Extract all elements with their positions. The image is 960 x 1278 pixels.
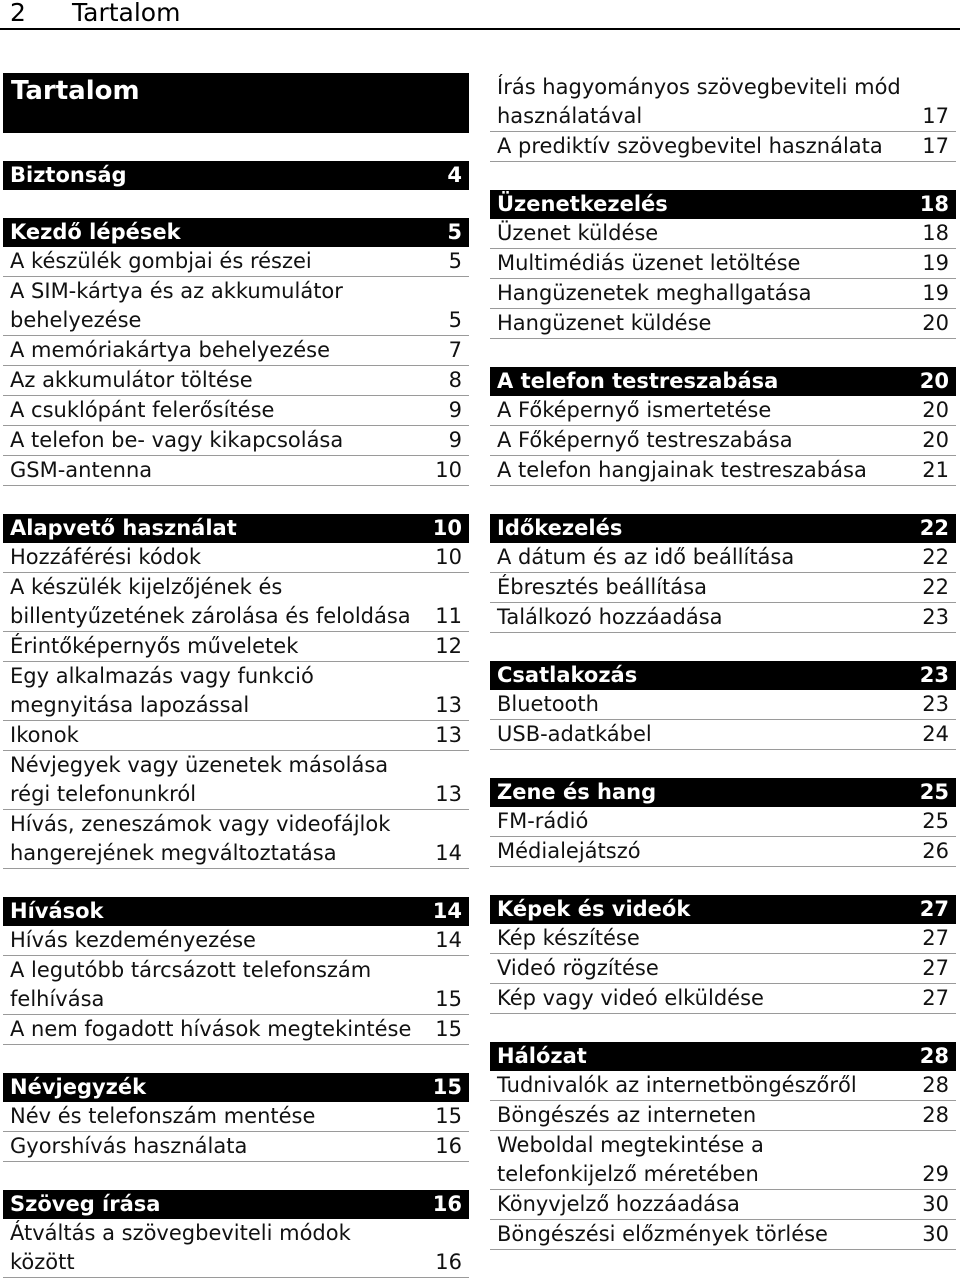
entry-title: A készülék gombjai és részei: [10, 249, 312, 273]
toc-entry[interactable]: [3, 1102, 469, 1132]
entry-page-number: 28: [922, 1103, 949, 1127]
entry-title: A prediktív szövegbevitel használata: [497, 134, 883, 158]
section-page-number: 5: [447, 220, 462, 244]
entry-page-number: 18: [922, 221, 949, 245]
entry-title-line: megnyitása lapozással: [10, 693, 250, 717]
entry-page-number: 28: [922, 1073, 949, 1097]
toc-section: [490, 778, 956, 867]
entry-title: Név és telefonszám mentése: [10, 1104, 316, 1128]
toc-entry[interactable]: [3, 366, 469, 396]
entry-title: [10, 277, 441, 335]
toc-entry[interactable]: [3, 247, 469, 277]
toc-entry[interactable]: [3, 573, 469, 632]
toc-section-heading[interactable]: [490, 367, 956, 396]
entry-page-number: 23: [922, 692, 949, 716]
entry-title: Videó rögzítése: [497, 956, 659, 980]
entry-page-number: 7: [448, 338, 462, 362]
entry-title: [10, 751, 427, 809]
section-title: Üzenetkezelés: [497, 192, 668, 216]
entry-title: A telefon hangjainak testreszabása: [497, 458, 867, 482]
section-page-number: 15: [432, 1075, 462, 1099]
entry-title: Bluetooth: [497, 692, 599, 716]
entry-page-number: 13: [435, 723, 462, 747]
entry-page-number: 23: [922, 605, 949, 629]
toc-section-heading[interactable]: [3, 514, 469, 543]
toc-main-title: Tartalom: [3, 73, 469, 133]
entry-title-line: régi telefonunkról: [10, 782, 197, 806]
page-number: 2: [10, 0, 26, 27]
toc-entry[interactable]: [3, 926, 469, 956]
entry-title: [10, 662, 427, 720]
entry-page-number: 14: [435, 928, 462, 952]
entry-title-line: A SIM-kártya és az akkumulátor: [10, 279, 343, 303]
section-page-number: 14: [432, 899, 462, 923]
entry-title-line: Hívás, zeneszámok vagy videofájlok: [10, 812, 391, 836]
section-page-number: 25: [919, 780, 949, 804]
entry-title-line: A legutóbb tárcsázott telefonszám: [10, 958, 372, 982]
entry-page-number: 29: [922, 1162, 949, 1186]
section-page-number: 10: [432, 516, 462, 540]
entry-page-number: 20: [922, 428, 949, 452]
entry-page-number: 19: [922, 281, 949, 305]
toc-section: [3, 1190, 469, 1278]
section-title: Hálózat: [497, 1044, 587, 1068]
entry-title: [10, 1219, 427, 1277]
toc-right-column: [490, 73, 956, 1250]
section-title: Képek és videók: [497, 897, 691, 921]
toc-entry[interactable]: [490, 1101, 956, 1131]
entry-title: Tudnivalók az internetböngészőről: [497, 1073, 857, 1097]
toc-entry[interactable]: [490, 837, 956, 867]
toc-section-heading[interactable]: [3, 897, 469, 926]
toc-entry[interactable]: [3, 751, 469, 810]
entry-title-line: billentyűzetének zárolása és feloldása: [10, 604, 411, 628]
entry-page-number: 17: [922, 134, 949, 158]
section-page-number: 23: [919, 663, 949, 687]
toc-entry[interactable]: [490, 1131, 956, 1190]
entry-title: Kép vagy videó elküldése: [497, 986, 764, 1010]
section-title: Biztonság: [10, 163, 127, 187]
toc-entry[interactable]: [490, 456, 956, 486]
entry-page-number: 15: [435, 1104, 462, 1128]
toc-entry[interactable]: [490, 954, 956, 984]
entry-page-number: 15: [435, 987, 462, 1011]
toc-entry[interactable]: [3, 956, 469, 1015]
entry-page-number: 19: [922, 251, 949, 275]
entry-page-number: 16: [435, 1250, 462, 1274]
section-title: Időkezelés: [497, 516, 623, 540]
section-title: Hívások: [10, 899, 104, 923]
section-page-number: 16: [432, 1192, 462, 1216]
entry-page-number: 5: [448, 249, 462, 273]
toc-entry[interactable]: [3, 543, 469, 573]
entry-page-number: 25: [922, 809, 949, 833]
entry-title: Hívás kezdeményezése: [10, 928, 256, 952]
toc-section: [490, 367, 956, 486]
entry-title-line: használatával: [497, 104, 643, 128]
entry-title: Gyorshívás használata: [10, 1134, 248, 1158]
toc-entry[interactable]: [490, 1220, 956, 1250]
entry-title: Böngészési előzmények törlése: [497, 1222, 828, 1246]
toc-entry[interactable]: [490, 603, 956, 633]
toc-section: [3, 161, 469, 190]
toc-entry[interactable]: [3, 721, 469, 751]
entry-title: Találkozó hozzáadása: [497, 605, 723, 629]
section-page-number: 28: [919, 1044, 949, 1068]
entry-page-number: 21: [922, 458, 949, 482]
toc-entry[interactable]: [490, 73, 956, 132]
entry-title-line: telefonkijelző méretében: [497, 1162, 759, 1186]
section-page-number: 4: [447, 163, 462, 187]
entry-title: FM-rádió: [497, 809, 589, 833]
entry-title: Hangüzenetek meghallgatása: [497, 281, 812, 305]
toc-section-heading[interactable]: [490, 514, 956, 543]
entry-title-line: Egy alkalmazás vagy funkció: [10, 664, 314, 688]
entry-title: Médialejátszó: [497, 839, 641, 863]
entry-title-line: között: [10, 1250, 75, 1274]
toc-entry[interactable]: [3, 662, 469, 721]
toc-section: [3, 1073, 469, 1162]
entry-page-number: 22: [922, 575, 949, 599]
entry-title: Az akkumulátor töltése: [10, 368, 253, 392]
entry-title: GSM-antenna: [10, 458, 153, 482]
toc-entry[interactable]: [490, 573, 956, 603]
toc-section: [490, 661, 956, 750]
section-page-number: 18: [919, 192, 949, 216]
entry-title: Böngészés az interneten: [497, 1103, 757, 1127]
toc-section-heading[interactable]: [3, 1190, 469, 1219]
toc-entry[interactable]: [490, 249, 956, 279]
toc-entry[interactable]: [3, 336, 469, 366]
toc-entry[interactable]: [490, 720, 956, 750]
toc-section-heading[interactable]: [3, 218, 469, 247]
entry-title: Hangüzenet küldése: [497, 311, 712, 335]
entry-title-line: behelyezése: [10, 308, 142, 332]
entry-title: Érintőképernyős műveletek: [10, 634, 299, 658]
section-title: Szöveg írása: [10, 1192, 161, 1216]
entry-title: A memóriakártya behelyezése: [10, 338, 331, 362]
entry-title: A dátum és az idő beállítása: [497, 545, 795, 569]
entry-page-number: 27: [922, 926, 949, 950]
toc-entry[interactable]: [3, 426, 469, 456]
entry-title: A csuklópánt felerősítése: [10, 398, 275, 422]
entry-title-line: A készülék kijelzőjének és: [10, 575, 283, 599]
toc-section: [3, 514, 469, 869]
entry-page-number: 22: [922, 545, 949, 569]
entry-page-number: 15: [435, 1017, 462, 1041]
section-title: Zene és hang: [497, 780, 657, 804]
toc-section-heading[interactable]: [490, 1042, 956, 1071]
entry-page-number: 11: [435, 604, 462, 628]
toc-section-heading[interactable]: [490, 895, 956, 924]
toc-entry[interactable]: [490, 984, 956, 1014]
toc-entry[interactable]: [490, 690, 956, 720]
toc-section-heading[interactable]: [490, 661, 956, 690]
toc-section: [490, 895, 956, 1014]
entry-title-line: hangerejének megváltoztatása: [10, 841, 337, 865]
toc-entry[interactable]: [490, 279, 956, 309]
toc-entry[interactable]: [490, 132, 956, 162]
entry-page-number: 9: [448, 398, 462, 422]
entry-page-number: 5: [448, 308, 462, 332]
entry-page-number: 20: [922, 398, 949, 422]
entry-title-line: Weboldal megtekintése a: [497, 1133, 764, 1157]
toc-section-heading[interactable]: [3, 1073, 469, 1102]
toc-entry[interactable]: [490, 396, 956, 426]
entry-page-number: 30: [922, 1192, 949, 1216]
entry-page-number: 10: [435, 458, 462, 482]
entry-title: Könyvjelző hozzáadása: [497, 1192, 740, 1216]
section-page-number: 27: [919, 897, 949, 921]
entry-title-line: Átváltás a szövegbeviteli módok: [10, 1221, 351, 1245]
entry-page-number: 17: [922, 104, 949, 128]
entry-title: A Főképernyő ismertetése: [497, 398, 772, 422]
entry-title: [10, 956, 427, 1014]
entry-title: Üzenet küldése: [497, 221, 659, 245]
entry-page-number: 9: [448, 428, 462, 452]
entry-page-number: 14: [435, 841, 462, 865]
page-header: [0, 0, 960, 30]
entry-page-number: 20: [922, 311, 949, 335]
entry-title: Kép készítése: [497, 926, 640, 950]
toc-section: [3, 897, 469, 1045]
toc-entry[interactable]: [490, 1190, 956, 1220]
entry-title: [10, 810, 427, 868]
entry-page-number: 27: [922, 956, 949, 980]
entry-title-line: Névjegyek vagy üzenetek másolása: [10, 753, 389, 777]
entry-page-number: 13: [435, 693, 462, 717]
entry-title: USB-adatkábel: [497, 722, 652, 746]
toc-entry[interactable]: [3, 1015, 469, 1045]
section-title: Kezdő lépések: [10, 220, 181, 244]
toc-section-heading[interactable]: [490, 190, 956, 219]
toc-section-heading[interactable]: [490, 778, 956, 807]
toc-section: [490, 73, 956, 162]
entry-title: Ébresztés beállítása: [497, 575, 707, 599]
entry-page-number: 27: [922, 986, 949, 1010]
running-title: Tartalom: [72, 0, 181, 27]
toc-section: [490, 1042, 956, 1250]
toc-section: [3, 218, 469, 486]
toc-entry[interactable]: [3, 396, 469, 426]
section-page-number: 22: [919, 516, 949, 540]
toc-left-column: [3, 73, 469, 1278]
toc-entry[interactable]: [490, 426, 956, 456]
entry-page-number: 26: [922, 839, 949, 863]
entry-page-number: 24: [922, 722, 949, 746]
toc-section: [490, 190, 956, 339]
section-title: Alapvető használat: [10, 516, 237, 540]
section-title: Csatlakozás: [497, 663, 638, 687]
toc-entry[interactable]: [3, 277, 469, 336]
entry-title: A Főképernyő testreszabása: [497, 428, 793, 452]
entry-title: Multimédiás üzenet letöltése: [497, 251, 801, 275]
toc-entry[interactable]: [490, 807, 956, 837]
toc-section-heading[interactable]: [3, 161, 469, 190]
entry-title: A telefon be- vagy kikapcsolása: [10, 428, 344, 452]
entry-title: A nem fogadott hívások megtekintése: [10, 1017, 412, 1041]
entry-page-number: 8: [448, 368, 462, 392]
entry-title-line: felhívása: [10, 987, 105, 1011]
toc-entry[interactable]: [490, 309, 956, 339]
toc-entry[interactable]: [490, 1071, 956, 1101]
entry-page-number: 10: [435, 545, 462, 569]
section-title: A telefon testreszabása: [497, 369, 779, 393]
entry-title: [497, 1131, 914, 1189]
toc-entry[interactable]: [490, 219, 956, 249]
section-page-number: 20: [919, 369, 949, 393]
entry-title: [10, 573, 427, 631]
entry-title-line: Írás hagyományos szövegbeviteli mód: [497, 75, 901, 99]
toc-entry[interactable]: [3, 1219, 469, 1278]
entry-title: Ikonok: [10, 723, 79, 747]
toc-entry[interactable]: [3, 632, 469, 662]
toc-entry[interactable]: [490, 924, 956, 954]
toc-entry[interactable]: [490, 543, 956, 573]
entry-page-number: 13: [435, 782, 462, 806]
section-title: Névjegyzék: [10, 1075, 147, 1099]
entry-page-number: 12: [435, 634, 462, 658]
entry-title: [497, 73, 914, 131]
entry-page-number: 16: [435, 1134, 462, 1158]
toc-entry[interactable]: [3, 810, 469, 869]
toc-entry[interactable]: [3, 456, 469, 486]
toc-section: [490, 514, 956, 633]
toc-entry[interactable]: [3, 1132, 469, 1162]
entry-title: Hozzáférési kódok: [10, 545, 202, 569]
entry-page-number: 30: [922, 1222, 949, 1246]
